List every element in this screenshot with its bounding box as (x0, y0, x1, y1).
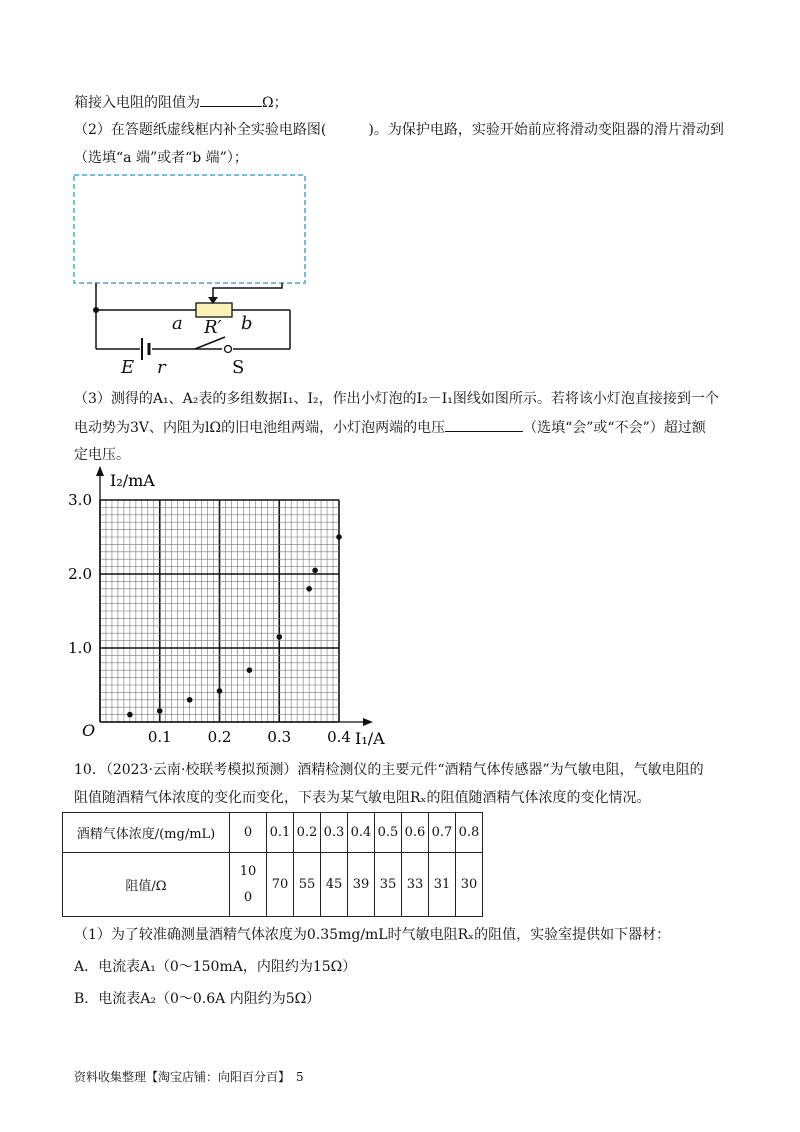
table-header-label: 酒精气体浓度/(mg/mL) (63, 813, 230, 853)
x-tick-label: 0.2 (207, 728, 232, 746)
data-point (276, 634, 282, 640)
question-part-2: （2）在答题纸虚线框内补全实验电路图( )。为保护电路，实验开始前应将滑动变阻器的滑片滑动到 (74, 122, 724, 138)
data-point (157, 708, 163, 714)
table-row-label: 阻值/Ω (63, 853, 230, 917)
label-rprime: R′ (204, 317, 222, 338)
label-a: a (172, 313, 183, 334)
y-tick-label: 1.0 (68, 639, 92, 657)
origin-label: O (82, 721, 96, 740)
page-footer: 资料收集整理【淘宝店铺：向阳百分百】 5 (74, 1070, 304, 1084)
question-10-part-1: （1）为了较准确测量酒精气体浓度为0.35mg/mL时气敏电阻Rₓ的阻值，实验室提供如下器材： (74, 927, 671, 943)
table-cell: 0 (230, 813, 267, 853)
table-cell: 33 (402, 853, 429, 917)
y-tick-label: 3.0 (68, 491, 92, 509)
data-point (336, 534, 342, 540)
x-tick-label: 0.1 (147, 728, 172, 746)
question-part-2-cont: （选填“a 端”或者“b 端”）； (74, 150, 248, 166)
x-axis-label: I₁/A (355, 729, 385, 748)
table-cell: 0.3 (321, 813, 348, 853)
question-10-cont: 阻值随酒精气体浓度的变化而变化，下表为某气敏电阻Rₓ的阻值随酒精气体浓度的变化情况。 (74, 790, 651, 806)
table-cell: 10 0 (230, 853, 267, 917)
resistance-table (62, 812, 483, 917)
data-point (217, 688, 223, 694)
table-cell: 39 (348, 853, 375, 917)
y-tick-label: 2.0 (68, 565, 92, 583)
x-tick-label: 0.4 (327, 728, 351, 746)
question-part-3: （3）测得的A₁、A₂表的多组数据I₁、I₂，作出小灯泡的I₂－I₁图线如图所示。若将该小灯泡直接接到一个 (74, 391, 719, 407)
x-tick-label: 0.3 (267, 728, 292, 746)
option-b: B．电流表A₂（0～0.6A 内阻约为5Ω） (74, 991, 321, 1007)
line1-unit: Ω； (262, 95, 288, 111)
line1-text: 箱接入电阻的阻值为 (74, 95, 200, 111)
data-point (312, 568, 318, 574)
table-cell: 45 (321, 853, 348, 917)
x-axis-arrow (363, 718, 373, 726)
table-cell: 0.4 (348, 813, 375, 853)
y-axis-label: I₂/mA (110, 471, 155, 490)
table-cell: 0.8 (456, 813, 483, 853)
table-cell: 0.1 (267, 813, 294, 853)
label-b: b (241, 313, 253, 334)
table-cell: 35 (375, 853, 402, 917)
y-axis-arrow (96, 466, 104, 476)
data-point (127, 712, 133, 718)
table-row (63, 813, 483, 853)
table-cell: 0.7 (429, 813, 456, 853)
table-cell: 0.6 (402, 813, 429, 853)
label-e: E (121, 357, 135, 378)
line5-text-b: （选填“会”或“不会”）超过额 (523, 420, 706, 436)
question-10: 10．（2023·云南·校联考模拟预测）酒精检测仪的主要元件“酒精气体传感器”为气敏电阻，气敏电阻的 (74, 762, 704, 778)
option-a: A．电流表A₁（0～150mA，内阻约为15Ω） (74, 959, 357, 975)
label-s: S (232, 357, 245, 378)
label-r: r (157, 357, 166, 378)
table-cell: 31 (429, 853, 456, 917)
data-point (306, 586, 312, 592)
table-cell: 30 (456, 853, 483, 917)
data-point (247, 667, 253, 673)
table-row (63, 853, 483, 917)
question-part-3-end: 定电压。 (74, 447, 130, 463)
table-cell: 0.5 (375, 813, 402, 853)
table-cell: 0.2 (294, 813, 321, 853)
table-cell: 55 (294, 853, 321, 917)
data-point (187, 697, 193, 703)
table-cell: 70 (267, 853, 294, 917)
line5-text: 电动势为3V、内阻为lΩ的旧电池组两端，小灯泡两端的电压 (74, 420, 446, 436)
